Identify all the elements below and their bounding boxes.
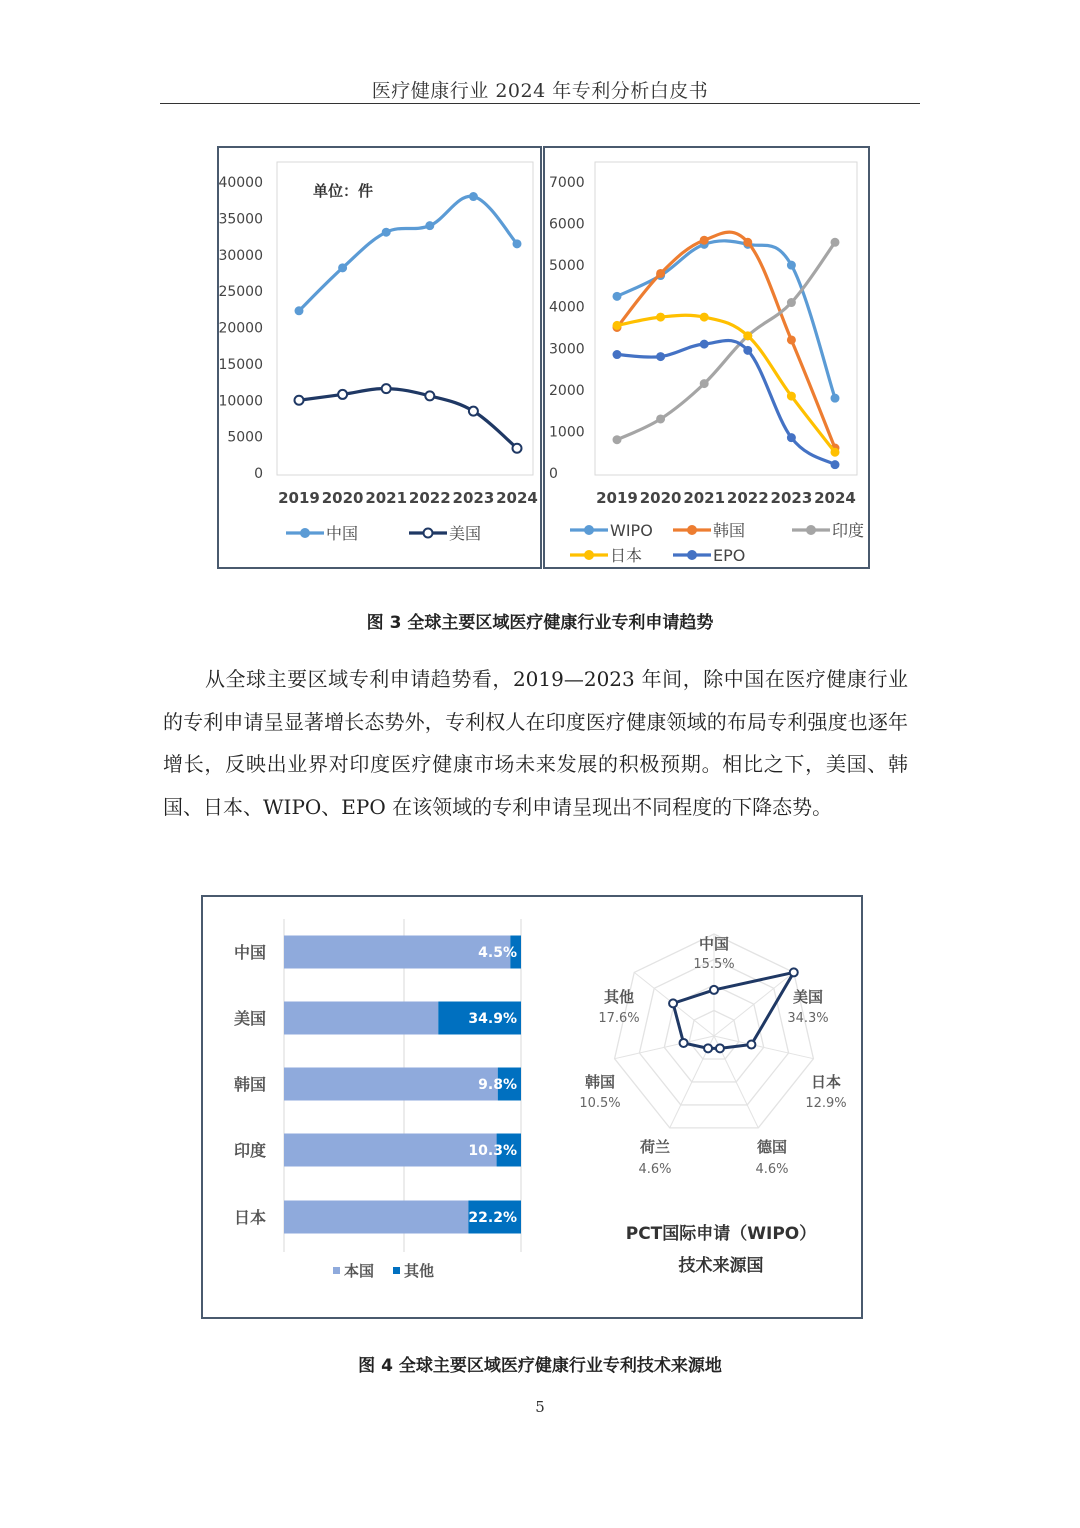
bar-own-1 <box>284 1002 438 1035</box>
radar-value-label: 15.5% <box>693 957 735 972</box>
offices-point-4-5 <box>831 461 839 469</box>
bar-category-label: 美国 <box>233 1009 267 1028</box>
paragraph-text: 从全球主要区域专利申请趋势看，2019—2023 年间，除中国在医疗健康行业的专利申请呈显著增长态势外，专利权人在印度医疗健康领域的布局专利强度也逐年增长，反映出业界对印度医疗健康市场未来发展的积极预期。相比之下，美国、韩国、日本、WIPO、EPO 在该领域的专利申请呈现出不同程度的下降态势。 <box>163 667 908 819</box>
china-us-xtick-label: 2024 <box>496 489 538 507</box>
offices-series-line-3 <box>617 315 835 452</box>
china-us-ytick-label: 25000 <box>219 284 263 301</box>
offices-point-4-0 <box>613 351 621 359</box>
offices-point-2-2 <box>700 380 708 388</box>
bar-own-3 <box>284 1134 497 1167</box>
figure4-panel <box>201 895 863 1319</box>
china-us-series-line-1 <box>299 389 517 449</box>
china-us-legend-label-1: 美国 <box>449 524 482 543</box>
bar-legend-swatch-0 <box>333 1267 340 1274</box>
offices-point-4-4 <box>787 434 795 442</box>
china-us-ytick-label: 30000 <box>219 247 263 264</box>
offices-point-3-5 <box>831 448 839 456</box>
china-us-ytick-label: 40000 <box>219 175 263 191</box>
china-us-xtick-label: 2023 <box>452 489 495 507</box>
radar-value-label: 4.6% <box>755 1162 789 1177</box>
offices-point-3-3 <box>744 332 752 340</box>
offices-point-0-4 <box>787 261 795 269</box>
bar-category-label: 韩国 <box>233 1075 267 1094</box>
offices-ytick-label: 0 <box>549 466 558 482</box>
offices-ytick-label: 7000 <box>549 175 585 191</box>
bar-own-2 <box>284 1068 498 1101</box>
radar-point-6 <box>669 999 677 1007</box>
radar-category-label: 中国 <box>698 935 730 953</box>
offices-xtick-label: 2024 <box>814 489 856 507</box>
china-us-point-0-2 <box>382 228 390 236</box>
origin-bar-chart <box>203 897 543 1317</box>
offices-point-2-0 <box>613 436 621 444</box>
offices-point-3-0 <box>613 321 621 329</box>
bar-legend-label-0: 本国 <box>344 1262 375 1280</box>
bar-data-label: 4.5% <box>478 945 517 961</box>
radar-category-label: 韩国 <box>584 1073 616 1091</box>
china-us-series-line-0 <box>299 196 517 311</box>
radar-title-line1: PCT国际申请（WIPO） <box>625 1224 817 1244</box>
page-header: 医疗健康行业 2024 年专利分析白皮书 <box>371 80 709 102</box>
offices-legend-marker-4 <box>688 551 696 559</box>
china-us-ytick-label: 20000 <box>219 320 263 337</box>
offices-line-chart <box>545 148 868 567</box>
china-us-ytick-label: 10000 <box>219 393 263 410</box>
radar-category-label: 德国 <box>756 1138 788 1156</box>
offices-xtick-label: 2022 <box>726 489 769 507</box>
bar-category-label: 印度 <box>233 1141 267 1160</box>
radar-category-label: 其他 <box>603 988 635 1006</box>
china-us-point-1-2 <box>382 384 391 393</box>
radar-value-label: 34.3% <box>787 1011 829 1026</box>
china-us-xtick-label: 2021 <box>365 489 408 507</box>
offices-ytick-label: 6000 <box>549 216 585 233</box>
china-us-point-0-5 <box>513 240 521 248</box>
offices-legend-marker-1 <box>688 526 696 534</box>
radar-point-5 <box>680 1039 688 1047</box>
offices-point-3-4 <box>787 392 795 400</box>
offices-point-1-4 <box>787 336 795 344</box>
offices-xtick-label: 2023 <box>770 489 813 507</box>
offices-legend-label-0: WIPO <box>610 521 653 540</box>
offices-point-3-2 <box>700 313 708 321</box>
china-us-point-1-3 <box>425 391 434 400</box>
page-number: 5 <box>535 1398 545 1416</box>
offices-legend-label-3: 日本 <box>610 546 643 565</box>
offices-legend-marker-2 <box>807 526 815 534</box>
china-us-xtick-label: 2020 <box>321 489 364 507</box>
bar-data-label: 34.9% <box>468 1011 517 1027</box>
offices-point-4-2 <box>700 340 708 348</box>
offices-point-1-2 <box>700 236 708 244</box>
offices-point-2-4 <box>787 299 795 307</box>
radar-point-1 <box>790 968 798 976</box>
figure3-right-panel <box>543 146 870 569</box>
offices-xtick-label: 2021 <box>683 489 726 507</box>
china-us-point-1-0 <box>295 396 304 405</box>
china-us-line-chart <box>219 148 540 567</box>
bar-category-label: 日本 <box>233 1208 267 1227</box>
offices-ytick-label: 5000 <box>549 258 585 275</box>
offices-point-2-5 <box>831 238 839 246</box>
china-us-ytick-label: 15000 <box>219 356 263 373</box>
offices-xtick-label: 2019 <box>596 489 638 507</box>
radar-series-line <box>673 972 794 1048</box>
offices-point-1-1 <box>657 269 665 277</box>
offices-point-2-1 <box>657 415 665 423</box>
radar-value-label: 10.5% <box>579 1096 621 1111</box>
china-us-point-0-3 <box>426 222 434 230</box>
offices-legend-label-2: 印度 <box>832 521 865 540</box>
bar-data-label: 10.3% <box>468 1143 517 1159</box>
offices-ytick-label: 3000 <box>549 341 585 358</box>
header-rule <box>160 103 920 104</box>
bar-legend-swatch-1 <box>393 1267 400 1274</box>
offices-legend-label-1: 韩国 <box>713 521 746 540</box>
china-us-point-0-0 <box>295 307 303 315</box>
radar-point-0 <box>710 986 718 994</box>
offices-point-1-3 <box>744 238 752 246</box>
offices-point-4-1 <box>657 353 665 361</box>
china-us-legend-marker-0 <box>301 529 309 537</box>
offices-legend-marker-3 <box>585 551 593 559</box>
radar-category-label: 日本 <box>810 1073 842 1091</box>
offices-xtick-label: 2020 <box>639 489 682 507</box>
body-paragraph <box>163 658 908 828</box>
offices-point-0-5 <box>831 394 839 402</box>
china-us-ytick-label: 35000 <box>219 211 263 228</box>
china-us-legend-marker-1 <box>424 529 433 538</box>
unit-annotation: 单位：件 <box>313 182 374 200</box>
china-us-point-0-1 <box>339 264 347 272</box>
bar-data-label: 9.8% <box>478 1077 517 1093</box>
china-us-point-0-4 <box>469 193 477 201</box>
china-us-xtick-label: 2019 <box>278 489 320 507</box>
pct-radar-chart <box>543 897 861 1317</box>
offices-point-3-1 <box>657 313 665 321</box>
radar-category-label: 美国 <box>792 988 824 1006</box>
china-us-point-1-5 <box>513 444 522 453</box>
offices-legend-marker-0 <box>585 526 593 534</box>
bar-category-label: 中国 <box>233 943 267 962</box>
radar-value-label: 4.6% <box>638 1162 672 1177</box>
radar-category-label: 荷兰 <box>639 1138 671 1156</box>
figure3-left-panel <box>217 146 542 569</box>
offices-point-0-0 <box>613 292 621 300</box>
china-us-point-1-1 <box>338 390 347 399</box>
china-us-ytick-label: 0 <box>254 466 263 482</box>
offices-legend-label-4: EPO <box>713 546 746 565</box>
radar-value-label: 12.9% <box>805 1096 847 1111</box>
offices-ytick-label: 4000 <box>549 299 585 316</box>
radar-value-label: 17.6% <box>598 1011 640 1026</box>
offices-point-4-3 <box>744 346 752 354</box>
figure3-caption: 图 3 全球主要区域医疗健康行业专利申请趋势 <box>366 613 714 633</box>
bar-legend-label-1: 其他 <box>404 1262 435 1280</box>
figure4-caption: 图 4 全球主要区域医疗健康行业专利技术来源地 <box>358 1356 722 1376</box>
china-us-ytick-label: 5000 <box>227 429 263 446</box>
bar-own-0 <box>284 936 510 969</box>
bar-own-4 <box>284 1201 468 1234</box>
offices-ytick-label: 1000 <box>549 424 585 441</box>
china-us-xtick-label: 2022 <box>408 489 451 507</box>
radar-point-3 <box>716 1044 724 1052</box>
china-us-legend-label-0: 中国 <box>326 524 359 543</box>
radar-title-line2: 技术来源国 <box>678 1256 764 1276</box>
radar-point-2 <box>747 1041 755 1049</box>
china-us-point-1-4 <box>469 407 478 416</box>
radar-point-4 <box>704 1044 712 1052</box>
offices-ytick-label: 2000 <box>549 382 585 399</box>
bar-data-label: 22.2% <box>468 1210 517 1226</box>
